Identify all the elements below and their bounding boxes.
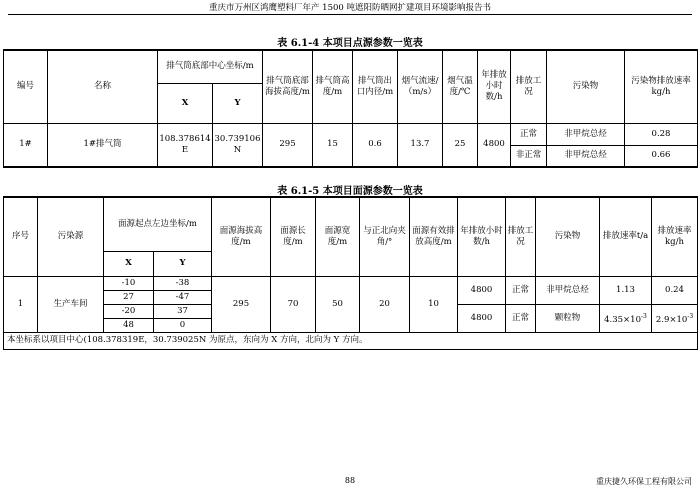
- t1-h-x: X: [158, 83, 213, 123]
- page-number: 88: [344, 476, 356, 485]
- t1-speed: 13.7: [398, 123, 443, 167]
- t1-h-hours: 年排放小时数/h: [478, 50, 511, 123]
- t2-p2-rate-t: [600, 304, 652, 332]
- t2-p1-pollutant: 非甲烷总烃: [536, 276, 600, 304]
- t2-coord-x: -10: [104, 276, 154, 290]
- t2-p2-rate-t-exp: -3: [641, 312, 647, 320]
- t2-elev: 295: [212, 276, 271, 332]
- t1-cond1: 正常: [511, 123, 547, 145]
- t2-length: 70: [271, 276, 316, 332]
- t1-rate1: 0.28: [625, 123, 698, 145]
- table2-caption: 表 6.1-5 本项目面源参数一览表: [277, 186, 423, 197]
- area-source-table: [3, 196, 698, 350]
- t2-h-width: 面源宽度/m: [316, 197, 360, 276]
- t2-p1-hours: 4800: [458, 276, 506, 304]
- t1-h-rate: 污染物排放速率kg/h: [625, 50, 698, 123]
- t2-p1-cond: 正常: [506, 276, 536, 304]
- t2-coord-x: 48: [104, 318, 154, 332]
- t2-h-rate-t: 排放速率t/a: [600, 197, 652, 276]
- t2-eff-height: 10: [410, 276, 458, 332]
- t1-diam: 0.6: [353, 123, 398, 167]
- t1-h-pollutant: 污染物: [547, 50, 625, 123]
- t2-coord-y: -47: [154, 290, 212, 304]
- t2-h-source: 污染源: [38, 197, 104, 276]
- t1-x: 108.378614E: [158, 123, 213, 167]
- t1-elev: 295: [263, 123, 313, 167]
- t1-h-diam: 排气筒出口内径/m: [353, 50, 398, 123]
- t2-h-length: 面源长度/m: [271, 197, 316, 276]
- t1-rate2: 0.66: [625, 145, 698, 167]
- t2-angle: 20: [360, 276, 410, 332]
- t2-note: 本坐标系以项目中心(108.378319E，30.739025N 为原点，东向为 X 方向，北向为 Y 方向。: [4, 332, 698, 349]
- t2-h-no: 序号: [4, 197, 38, 276]
- t1-y: 30.739106N: [213, 123, 263, 167]
- t1-h-height: 排气筒高度/m: [313, 50, 353, 123]
- t1-h-temp: 烟气温度/℃: [443, 50, 478, 123]
- t2-h-pollutant: 污染物: [536, 197, 600, 276]
- header-rule: [8, 14, 692, 15]
- t1-temp: 25: [443, 123, 478, 167]
- t1-h-elev: 排气筒底部海拔高度/m: [263, 50, 313, 123]
- t1-h-name: 名称: [48, 50, 158, 123]
- t1-hours: 4800: [478, 123, 511, 167]
- t2-coord-x: 27: [104, 290, 154, 304]
- t2-p2-rate-t-base: 4.35×10: [604, 314, 641, 325]
- t2-p2-hours: 4800: [458, 304, 506, 332]
- t2-p2-rate-kg-base: 2.9×10: [655, 314, 688, 325]
- t2-h-angle: 与正北向夹角/°: [360, 197, 410, 276]
- t1-name: 1#排气筒: [48, 123, 158, 167]
- t1-cond2: 非正常: [511, 145, 547, 167]
- t2-p2-rate-kg-exp: -3: [687, 312, 694, 320]
- t2-p2-rate-kg: [652, 304, 698, 332]
- t2-p2-pollutant: 颗粒物: [536, 304, 600, 332]
- t2-coord-y: 0: [154, 318, 212, 332]
- t2-h-y: Y: [154, 251, 212, 276]
- t2-width: 50: [316, 276, 360, 332]
- point-source-table: [3, 49, 698, 168]
- t1-h-id: 编号: [4, 50, 48, 123]
- t2-h-coord: 面源起点左边坐标/m: [104, 197, 212, 251]
- t2-p2-cond: 正常: [506, 304, 536, 332]
- t2-coord-x: -20: [104, 304, 154, 318]
- company-name: 重庆捷久环保工程有限公司: [596, 477, 692, 486]
- t2-h-hours: 年排放小时数/h: [458, 197, 506, 276]
- t2-h-eff-height: 面源有效排放高度/m: [410, 197, 458, 276]
- t1-id: 1#: [4, 123, 48, 167]
- t1-pol2: 非甲烷总烃: [547, 145, 625, 167]
- t2-h-x: X: [104, 251, 154, 276]
- t2-p1-rate-kg: 0.24: [652, 276, 698, 304]
- t1-h-y: Y: [213, 83, 263, 123]
- t2-coord-y: -38: [154, 276, 212, 290]
- page-header: 重庆市万州区鸿鹰塑料厂年产 1500 吨遮阳防晒网扩建项目环境影响报告书: [208, 3, 492, 13]
- table1-caption: 表 6.1-4 本项目点源参数一览表: [277, 38, 423, 49]
- t2-coord-y: 37: [154, 304, 212, 318]
- t1-h-cond: 排放工况: [511, 50, 547, 123]
- t2-p1-rate-t: 1.13: [600, 276, 652, 304]
- t1-height: 15: [313, 123, 353, 167]
- t1-h-coord: 排气筒底部中心坐标/m: [158, 50, 263, 83]
- t2-h-rate-kg: 排放速率kg/h: [652, 197, 698, 276]
- t1-pol1: 非甲烷总烃: [547, 123, 625, 145]
- t2-h-elev: 面源海拔高度/m: [212, 197, 271, 276]
- t2-no: 1: [4, 276, 38, 332]
- t2-source: 生产车间: [38, 276, 104, 332]
- t2-h-cond: 排放工况: [506, 197, 536, 276]
- t1-h-speed: 烟气流速/（m/s）: [398, 50, 443, 123]
